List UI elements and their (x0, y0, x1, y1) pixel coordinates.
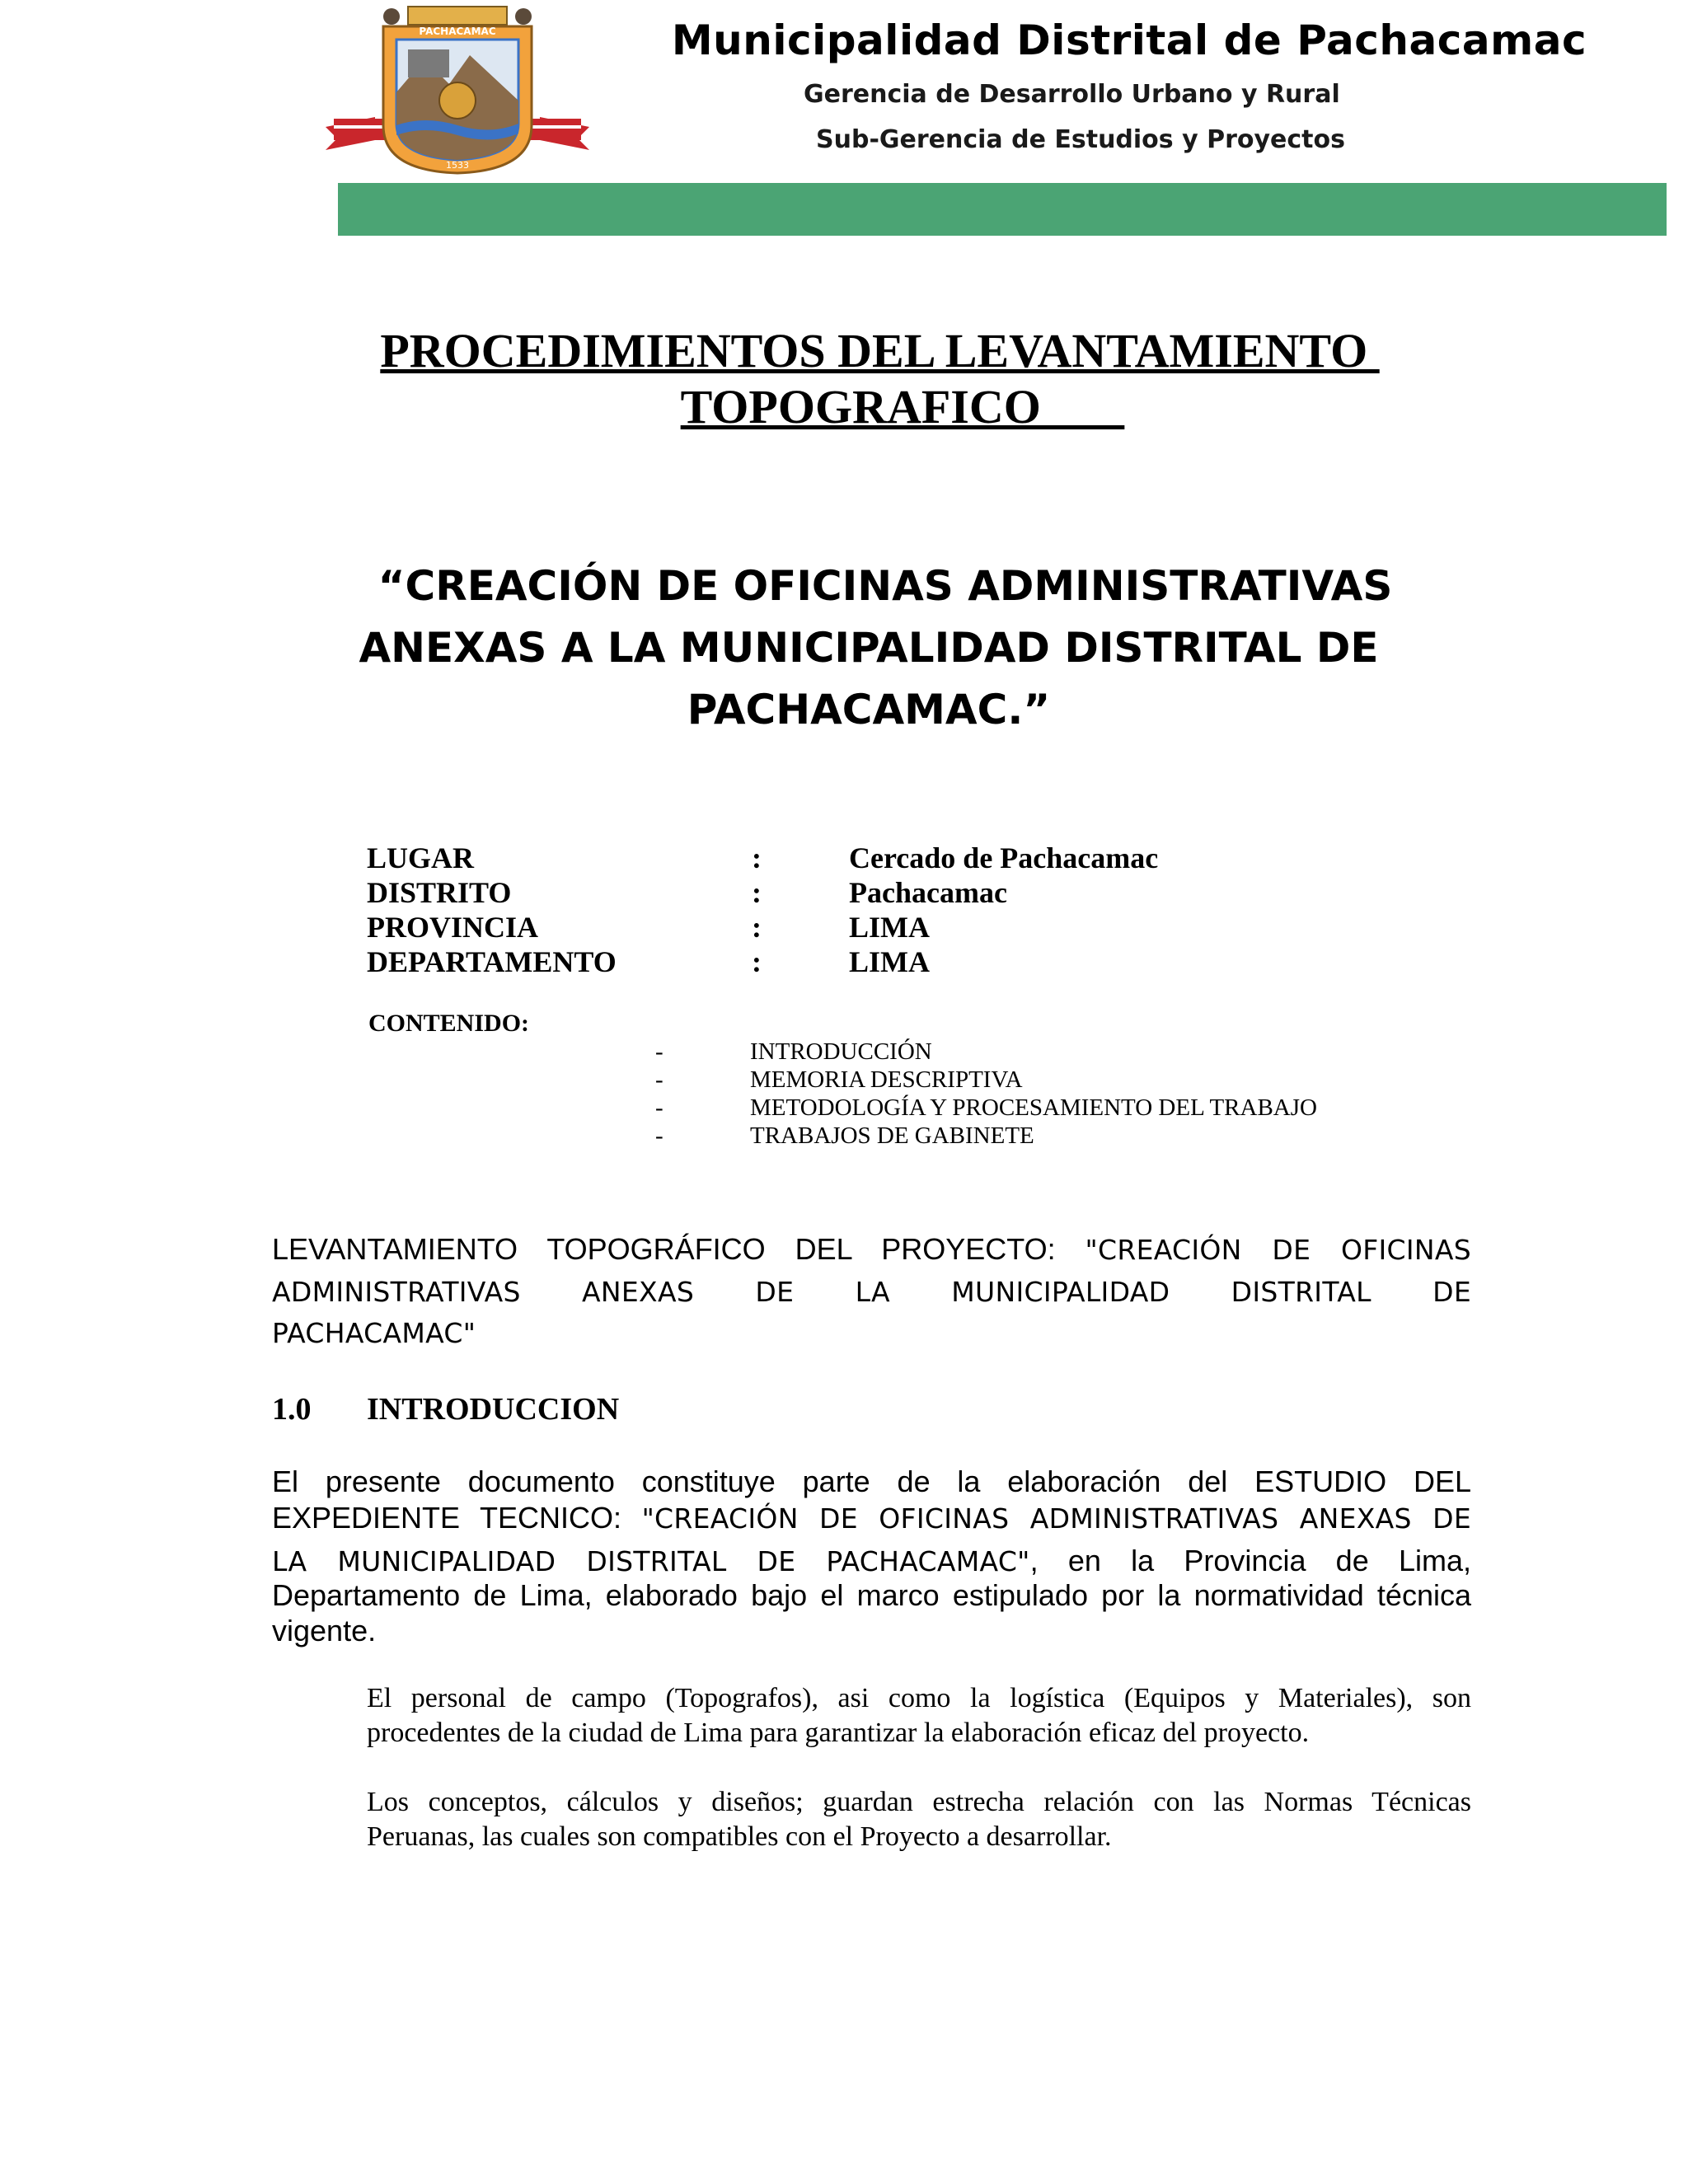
content-item-text: TRABAJOS DE GABINETE (750, 1122, 1034, 1149)
bullet-dash: - (655, 1094, 663, 1121)
personal-line-2: procedentes de la ciudad de Lima para garantizar la elaboración eficaz del proyecto. (367, 1718, 1310, 1748)
contenido-label: CONTENIDO: (368, 1010, 530, 1037)
intro-line-3-b: , en la Provincia de Lima, (1029, 1544, 1471, 1577)
personal-line-1: El personal de campo (Topografos), asi como la logística (Equipos y Materiales), son (367, 1683, 1471, 1713)
project-title-line-2: ANEXAS A LA MUNICIPALIDAD DISTRITAL DE (359, 624, 1379, 672)
conceptos-line-2: Peruanas, las cuales son compatibles con el Proyecto a desarrollar. (367, 1821, 1112, 1852)
location-row (0, 841, 1688, 875)
content-item-text: MEMORIA DESCRIPTIVA (750, 1066, 1023, 1093)
bullet-dash: - (655, 1038, 663, 1065)
header-green-bar (338, 183, 1667, 236)
project-title-line-1: “CREACIÓN DE OFICINAS ADMINISTRATIVAS (377, 562, 1393, 610)
document-title-line-2: TOPOGRAFICO (680, 380, 1125, 434)
location-value: LIMA (849, 945, 930, 978)
document-title-line-1: PROCEDIMIENTOS DEL LEVANTAMIENTO (380, 324, 1380, 377)
heading-line-3: PACHACAMAC" (272, 1317, 476, 1349)
intro-line-4: Departamento de Lima, elaborado bajo el marco estipulado por la normatividad técnica (272, 1578, 1471, 1612)
municipal-crest-logo (326, 2, 589, 176)
intro-line-3 (272, 1543, 1471, 1579)
crest-top-text: PACHACAMAC (419, 26, 496, 37)
bullet-dash: - (655, 1122, 663, 1149)
location-key: PROVINCIA (367, 911, 539, 944)
location-row (0, 910, 1688, 944)
content-list-item (0, 1066, 1688, 1094)
content-item-text: INTRODUCCIÓN (750, 1038, 932, 1065)
location-sep: : (752, 876, 762, 909)
section-number: 1.0 (272, 1392, 312, 1427)
subgerencia-name: Sub-Gerencia de Estudios y Proyectos (816, 125, 1345, 154)
content-list-item (0, 1094, 1688, 1122)
location-key: DEPARTAMENTO (367, 945, 617, 978)
intro-line-2-a: EXPEDIENTE TECNICO: (272, 1501, 642, 1535)
location-key: DISTRITO (367, 876, 512, 909)
bullet-dash: - (655, 1066, 663, 1093)
intro-line-3-a: LA MUNICIPALIDAD DISTRITAL DE PACHACAMAC" (272, 1545, 1030, 1577)
content-list-item (0, 1122, 1688, 1151)
location-sep: : (752, 945, 762, 978)
location-row (0, 875, 1688, 910)
location-row (0, 944, 1688, 979)
location-value: Cercado de Pachacamac (849, 841, 1159, 874)
gerencia-name: Gerencia de Desarrollo Urbano y Rural (804, 80, 1340, 109)
location-value: Pachacamac (849, 876, 1007, 909)
location-key: LUGAR (367, 841, 475, 874)
heading-line-2: ADMINISTRATIVAS ANEXAS DE LA MUNICIPALIDAD DISTRITAL DE (272, 1276, 1471, 1308)
intro-line-2 (272, 1500, 1471, 1536)
project-title-line-3: PACHACAMAC.” (687, 686, 1051, 733)
intro-line-5: vigente. (272, 1614, 377, 1647)
heading-line-1-a: LEVANTAMIENTO TOPOGRÁFICO DEL PROYECTO: (272, 1232, 1085, 1266)
municipality-name: Municipalidad Distrital de Pachacamac (671, 16, 1587, 64)
conceptos-line-1: Los conceptos, cálculos y diseños; guardan estrecha relación con las Normas Técnicas (367, 1787, 1471, 1817)
heading-line-1 (272, 1231, 1471, 1268)
intro-line-1: El presente documento constituye parte de la elaboración del ESTUDIO DEL (272, 1465, 1471, 1498)
crest-year: 1533 (446, 160, 469, 171)
content-item-text: METODOLOGÍA Y PROCESAMIENTO DEL TRABAJO (750, 1094, 1317, 1121)
location-sep: : (752, 911, 762, 944)
section-title: INTRODUCCION (367, 1392, 620, 1427)
location-sep: : (752, 841, 762, 874)
location-value: LIMA (849, 911, 930, 944)
intro-line-2-b: "CREACIÓN DE OFICINAS ADMINISTRATIVAS ANEXAS DE (641, 1502, 1472, 1535)
heading-line-1-b: "CREACIÓN DE OFICINAS (1085, 1234, 1472, 1266)
content-list-item (0, 1038, 1688, 1066)
